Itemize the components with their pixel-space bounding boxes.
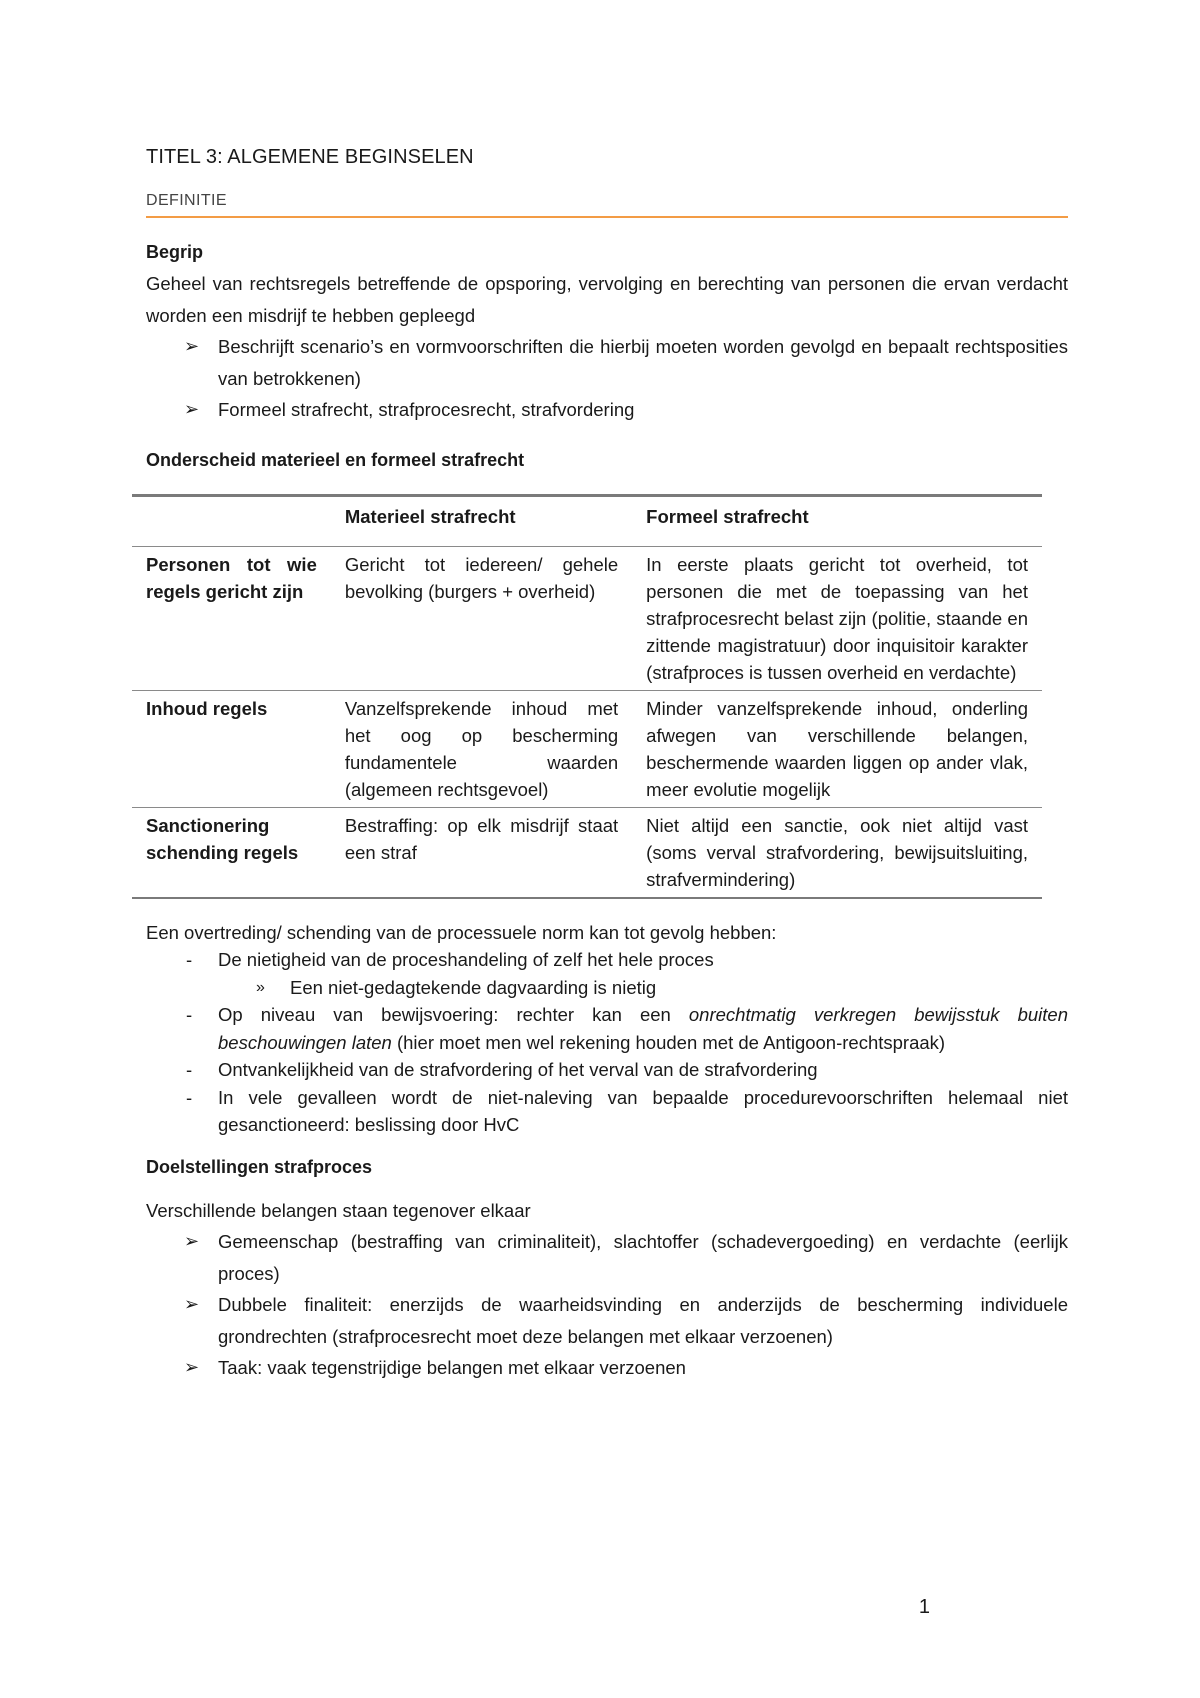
list-item-text-italic: onrechtmatig verkregen bewijsstuk buiten beschouwingen laten	[218, 1004, 1068, 1053]
overtreding-intro: Een overtreding/ schending van de processuele norm kan tot gevolg hebben:	[146, 921, 777, 943]
cell-formeel: Minder vanzelfsprekende inhoud, onderling afwegen van verschillende belangen, beschermende waarden liggen op ander vlak, meer evolutie mogelijk	[632, 690, 1042, 807]
list-item	[146, 1289, 1068, 1352]
row-label: Sanctionering schending regels	[132, 807, 331, 898]
dash-bullet-icon: -	[186, 949, 193, 970]
table-header-formeel: Formeel strafrecht	[632, 495, 1042, 546]
cell-materieel: Bestraffing: op elk misdrijf staat een straf	[331, 807, 632, 898]
cell-materieel: Gericht tot iedereen/ gehele bevolking (burgers + overheid)	[331, 546, 632, 690]
section-subtitle: DEFINITIE	[146, 192, 227, 209]
table-header-empty	[132, 495, 331, 546]
list-item	[146, 394, 1068, 426]
cell-formeel: In eerste plaats gericht tot overheid, tot personen die met de toepassing van het strafprocesrecht belast zijn (politie, staande en zittende magistratuur) door inquisitoir karakter (strafproces is tussen overheid en verdachte)	[632, 546, 1042, 690]
list-item	[146, 946, 1068, 974]
row-label: Personen tot wie regels gericht zijn	[132, 546, 331, 690]
list-subitem-text: Een niet-gedagtekende dagvaarding is nietig	[290, 976, 657, 998]
document-body	[146, 236, 1068, 1384]
list-item-text: Beschrijft scenario’s en vormvoorschriften die hierbij moeten worden gevolgd en bepaalt rechtsposities van betrokkenen)	[218, 336, 1068, 389]
heading-divider	[146, 216, 1068, 218]
doel-intro: Verschillende belangen staan tegenover elkaar	[146, 1199, 531, 1221]
list-subitem	[146, 974, 1068, 1002]
list-item-text: De nietigheid van de proceshandeling of zelf het hele proces	[218, 949, 714, 970]
list-item-text: Ontvankelijkheid van de strafvordering of het verval van de strafvordering	[218, 1059, 818, 1080]
doel-bullet-list	[146, 1226, 1068, 1384]
begrip-definition: Geheel van rechtsregels betreffende de opsporing, vervolging en berechting van personen die ervan verdacht worden een misdrijf te hebben gepleegd	[146, 273, 1068, 326]
arrow-bullet-icon: ➢	[184, 399, 200, 419]
cell-formeel: Niet altijd een sanctie, ook niet altijd vast (soms verval strafvordering, bewijsuitsluiting, strafvermindering)	[632, 807, 1042, 898]
list-item-text: In vele gevalleen wordt de niet-naleving van bepaalde procedurevoorschriften helemaal niet gesanctioneerd: beslissing door HvC	[218, 1086, 1068, 1135]
list-item-text-end: (hier moet men wel rekening houden met de Antigoon-rechtspraak)	[391, 1031, 946, 1053]
list-item-text-start: Op niveau van bewijsvoering: rechter kan een	[218, 1004, 689, 1025]
arrow-bullet-icon: ➢	[184, 336, 200, 356]
begrip-bullet-list	[146, 331, 1068, 426]
overtreding-list	[146, 946, 1068, 1139]
list-item-text: Taak: vaak tegenstrijdige belangen met elkaar verzoenen	[218, 1357, 686, 1378]
list-item	[146, 331, 1068, 394]
list-item	[146, 1226, 1068, 1289]
sub-bullet-icon: »	[256, 978, 265, 996]
dash-bullet-icon: -	[186, 1059, 193, 1080]
arrow-bullet-icon: ➢	[184, 1357, 200, 1377]
heading-onderscheid: Onderscheid materieel en formeel strafrecht	[146, 449, 525, 470]
document-page	[146, 0, 1068, 1698]
list-item-text: Dubbele finaliteit: enerzijds de waarheidsvinding en anderzijds de bescherming individuele grondrechten (strafprocesrecht moet deze belangen met elkaar verzoenen)	[218, 1294, 1068, 1347]
list-item	[146, 1001, 1068, 1056]
list-item	[146, 1056, 1068, 1084]
page-title: TITEL 3: ALGEMENE BEGINSELEN	[146, 146, 474, 168]
list-item	[146, 1084, 1068, 1139]
table-header-row	[132, 495, 1042, 546]
table-row	[132, 807, 1042, 898]
comparison-table	[132, 494, 1042, 899]
row-label: Inhoud regels	[132, 690, 331, 807]
table-header-materieel: Materieel strafrecht	[331, 495, 632, 546]
table-row	[132, 546, 1042, 690]
dash-bullet-icon: -	[186, 1004, 193, 1025]
heading-doelstellingen: Doelstellingen strafproces	[146, 1156, 373, 1177]
heading-begrip: Begrip	[146, 242, 204, 262]
dash-bullet-icon: -	[186, 1086, 193, 1108]
arrow-bullet-icon: ➢	[184, 1294, 200, 1314]
table-row	[132, 690, 1042, 807]
page-number: 1	[918, 1596, 930, 1618]
list-item-text: Formeel strafrecht, strafprocesrecht, strafvordering	[218, 399, 635, 420]
list-item	[146, 1352, 1068, 1384]
list-item-text: Gemeenschap (bestraffing van criminaliteit), slachtoffer (schadevergoeding) en verdachte (eerlijk proces)	[218, 1231, 1068, 1284]
arrow-bullet-icon: ➢	[184, 1231, 200, 1251]
cell-materieel: Vanzelfsprekende inhoud met het oog op bescherming fundamentele waarden (algemeen rechtsgevoel)	[331, 690, 632, 807]
